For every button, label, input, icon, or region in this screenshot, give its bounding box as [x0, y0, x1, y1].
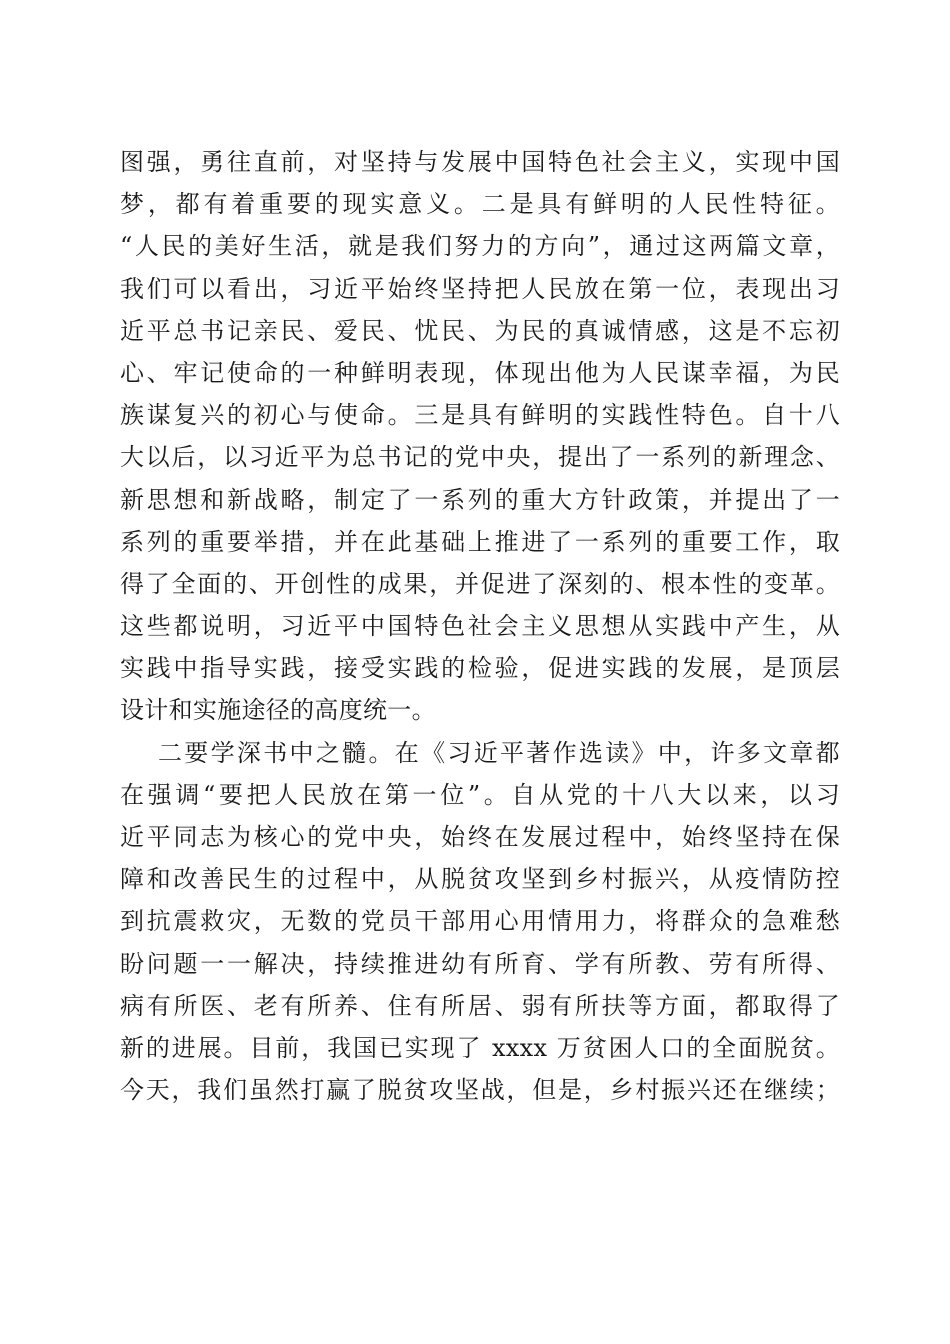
text-line: 盼问题一一解决，持续推进幼有所育、学有所教、劳有所得、: [120, 949, 840, 978]
text-line: 梦，都有着重要的现实意义。二是具有鲜明的人民性特征。: [120, 190, 840, 219]
text-line: 近平总书记亲民、爱民、忧民、为民的真诚情感，这是不忘初: [120, 316, 840, 345]
text-line: 族谋复兴的初心与使命。三是具有鲜明的实践性特色。自十八: [120, 401, 840, 430]
text-line: 图强，勇往直前，对坚持与发展中国特色社会主义，实现中国: [120, 148, 840, 176]
text-line: 新思想和新战略，制定了一系列的重大方针政策，并提出了一: [120, 485, 840, 514]
text-line: 设计和实施途径的高度统一。: [120, 696, 436, 725]
text-line: 在强调“要把人民放在第一位”。自从党的十八大以来，以习: [120, 780, 840, 809]
text-line: 系列的重要举措，并在此基础上推进了一系列的重要工作，取: [120, 527, 840, 556]
text-line: 我们可以看出，习近平始终坚持把人民放在第一位，表现出习: [120, 274, 840, 303]
text-line: 新的进展。目前，我国已实现了 xxxx 万贫困人口的全面脱贫。: [120, 1033, 840, 1062]
text-line: 病有所医、老有所养、住有所居、弱有所扶等方面，都取得了: [120, 991, 840, 1020]
body-text: [120, 141, 840, 1111]
text-line: 近平同志为核心的党中央，始终在发展过程中，始终坚持在保: [120, 823, 840, 851]
paragraph-first-line: 二要学深书中之髓。在《习近平著作选读》中，许多文章都: [158, 738, 840, 767]
text-line: 得了全面的、开创性的成果，并促进了深刻的、根本性的变革。: [120, 569, 840, 598]
text-line: 实践中指导实践，接受实践的检验，促进实践的发展，是顶层: [120, 654, 840, 683]
text-line: 大以后，以习近平为总书记的党中央，提出了一系列的新理念、: [120, 443, 840, 472]
text-line: 这些都说明，习近平中国特色社会主义思想从实践中产生，从: [120, 612, 840, 641]
text-line: 到抗震救灾，无数的党员干部用心用情用力，将群众的急难愁: [120, 907, 840, 936]
text-line: 心、牢记使命的一种鲜明表现，体现出他为人民谋幸福，为民: [120, 358, 840, 387]
text-line: 今天，我们虽然打赢了脱贫攻坚战，但是，乡村振兴还在继续；: [120, 1076, 840, 1105]
text-line: 障和改善民生的过程中，从脱贫攻坚到乡村振兴，从疫情防控: [120, 865, 840, 894]
text-line: “人民的美好生活，就是我们努力的方向”，通过这两篇文章，: [120, 232, 840, 261]
